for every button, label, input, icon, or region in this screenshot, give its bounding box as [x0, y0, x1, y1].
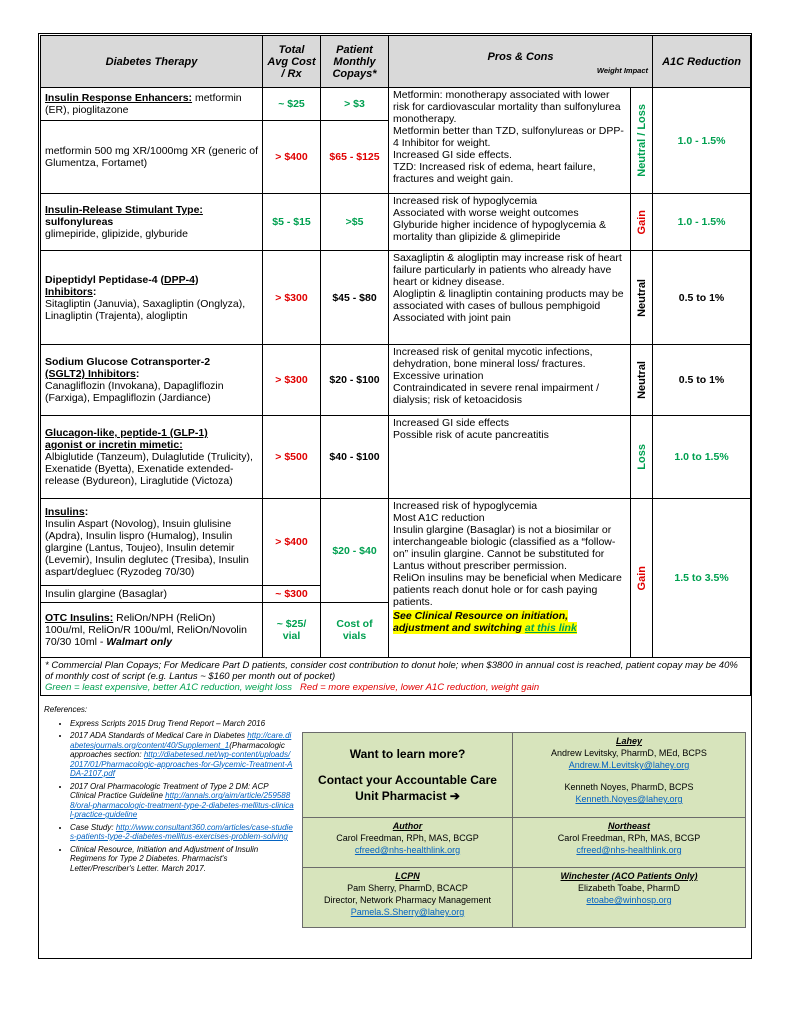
lcpn-cell: [303, 868, 513, 928]
pros-line: Metformin better than TZD, sulfonylureas or DPP-4 Inhibitor for weight.: [393, 125, 624, 149]
therapy-cell: Dipeptidyl Peptidase-4 (DPP-4) Inhibitors: Sitagliptin (Januvia), Saxagliptin (Onglyza), Linagliptin (Trajenta), alogliptin: [41, 251, 263, 345]
therapy-desc: Sitagliptin (Januvia), Saxagliptin (Onglyza), Linagliptin (Trajenta), alogliptin: [45, 297, 246, 322]
cost-cell: ~ $25: [263, 88, 321, 121]
table-row: [41, 416, 751, 499]
pros-line: Most A1C reduction: [393, 512, 485, 524]
therapy-title: Insulin-Release Stimulant Type:: [45, 204, 203, 216]
contact-name: Carol Freedman, RPh, MAS, BCGP: [336, 833, 479, 843]
table-row: [41, 499, 751, 586]
weight-cell: [631, 416, 653, 499]
pros-line: Possible risk of acute pancreatitis: [393, 429, 549, 441]
pros-line: ReliOn insulins may be beneficial when Medicare patients reach donut hole or for cash paying patients.: [393, 572, 622, 608]
therapy-subtitle: sulfonylureas: [45, 216, 114, 228]
pros-line: Metformin: monotherapy associated with lower risk for cardiovascular mortality than sulfonylurea monotherapy.: [393, 89, 621, 125]
cost-cell: ~ $300: [263, 586, 321, 603]
copay-cell: $20 - $40: [321, 499, 389, 603]
table-row: [41, 88, 751, 121]
therapy-desc: metformin (ER), pioglitazone: [45, 92, 242, 116]
pros-cons-cell: [389, 251, 631, 345]
therapy-note: Walmart only: [106, 636, 173, 648]
contact-name: Elizabeth Toabe, PharmD: [578, 883, 680, 893]
therapy-desc: Albiglutide (Tanzeum), Dulaglutide (Trulicity), Exenatide (Byetta), Exenatide extended-release (Bydureon), Liraglutide (Victoza): [45, 451, 253, 487]
contact-email-link[interactable]: Pamela.S.Sherry@lahey.org: [350, 907, 465, 917]
reference-text: Express Scripts 2015 Drug Trend Report – March 2016: [70, 718, 266, 728]
weight-label: Gain: [635, 209, 648, 235]
a1c-cell: 1.0 - 1.5%: [653, 194, 751, 251]
a1c-cell: 0.5 to 1%: [653, 251, 751, 345]
green-legend: Green = least expensive, better A1C reduction, weight loss: [45, 682, 293, 693]
header-cost: Total Avg Cost / Rx: [263, 36, 321, 88]
cost-cell: > $500: [263, 416, 321, 499]
reference-link[interactable]: http://care.diabetesjournals.org/content/40/Supplement_1: [70, 731, 292, 750]
copay-cell: Cost of vials: [321, 603, 389, 658]
contact-name: Andrew Levitsky, PharmD, MEd, BCPS: [551, 748, 707, 758]
author-heading: Author: [392, 821, 423, 831]
therapy-cell: [41, 416, 263, 499]
therapy-desc: glimepiride, glipizide, glyburide: [45, 228, 188, 240]
reference-item: [70, 731, 294, 779]
pros-line: Increased risk of genital mycotic infections, dehydration, bone mineral loss/ fractures.: [393, 346, 593, 370]
clinical-resource-link[interactable]: at this link: [524, 622, 577, 634]
weight-cell: [631, 499, 653, 658]
header-pros-label: Pros & Cons: [487, 50, 554, 63]
table-row: [41, 194, 751, 251]
therapy-cell: Sodium Glucose Cotransporter-2 (SGLT2) Inhibitors: Canagliflozin (Invokana), Dapagliflozin (Farxiga), Empagliflozin (Jardiance): [41, 345, 263, 416]
winchester-heading: Winchester (ACO Patients Only): [560, 871, 698, 881]
therapy-cell: Insulin glargine (Basaglar): [41, 586, 263, 603]
therapy-title: Sodium Glucose Cotransporter-2: [45, 356, 211, 368]
therapy-cell: Insulins: Insulin Aspart (Novolog), Insuin glulisine (Apdra), Insulin lispro (Humalog), Insulin glargine (Lantus, Toujeo), Insulin detemir (Levemir), Insulin deglutec (Tresiba), Insulin aspart/degluec (Ryzodeg 70/30): [41, 499, 263, 586]
contact-name: Pam Sherry, PharmD, BCACP: [347, 883, 468, 893]
pros-line: Associated with joint pain: [393, 312, 511, 324]
copay-cell: >$5: [321, 194, 389, 251]
header-copay: Patient Monthly Copays*: [321, 36, 389, 88]
pros-line: Increased risk of hypoglycemia: [393, 195, 538, 207]
pros-cons-cell: [389, 499, 631, 658]
header-therapy: Diabetes Therapy: [41, 36, 263, 88]
weight-cell: [631, 345, 653, 416]
a1c-cell: 1.0 to 1.5%: [653, 416, 751, 499]
weight-label: Neutral: [635, 278, 648, 317]
therapy-title: OTC Insulins:: [45, 612, 114, 624]
pros-line: Increased risk of hypoglycemia: [393, 500, 538, 512]
reference-item: [70, 823, 294, 842]
contact-name: Carol Freedman, RPh, MAS, BCGP: [557, 833, 701, 843]
pros-line: Insulin glargine (Basaglar) is not a biosimilar or interchangeable biologic (classified as a “follow-on” insulin glargine. Cannot be substituted for Lantus without prescriber permission.: [393, 524, 616, 572]
pros-cons-cell: [389, 88, 631, 194]
reference-link[interactable]: http://diabetesed.net/wp-content/uploads/2017/01/Pharmacologic-approaches-for-Glycemic-Treatment-ADA-2107.pdf: [70, 750, 293, 778]
copay-cell: $45 - $80: [321, 251, 389, 345]
weight-label: Neutral / Loss: [635, 104, 648, 177]
contact-email-link[interactable]: Andrew.M.Levitsky@lahey.org: [568, 760, 690, 770]
header-a1c: A1C Reduction: [653, 36, 751, 88]
therapy-desc: Canagliflozin (Invokana), Dapagliflozin (Farxiga), Empagliflozin (Jardiance): [45, 380, 224, 404]
callout-text: See Clinical Resource on initiation, adjustment and switching: [393, 610, 569, 634]
northeast-cell: [513, 818, 746, 868]
cost-cell: ~ $25/ vial: [263, 603, 321, 658]
therapy-title-abbr: DPP-4): [164, 273, 199, 286]
copay-cell: > $3: [321, 88, 389, 121]
northeast-heading: Northeast: [607, 821, 650, 831]
therapy-desc: Insulin Aspart (Novolog), Insuin glulisine (Apdra), Insulin lispro (Humalog), Insulin glargine (Lantus, Toujeo), Insulin detemir (Levemir), Insulin deglutec (Tresiba), Insulin aspart/degluec (Ryzodeg 70/30): [45, 518, 249, 578]
pros-line: Increased GI side effects.: [393, 149, 512, 161]
contact-box: [302, 732, 746, 928]
clinical-resource-callout: [393, 610, 626, 634]
a1c-cell: 1.0 - 1.5%: [653, 88, 751, 194]
contact-email-link[interactable]: etoabe@winhosp.org: [586, 895, 672, 905]
pros-cons-cell: [389, 416, 631, 499]
author-cell: [303, 818, 513, 868]
therapy-desc: ReliOn/NPH (ReliOn) 100u/ml, ReliOn/R 100u/ml, ReliOn/Novolin 70/30 10ml -: [45, 612, 247, 648]
therapy-cell: [41, 88, 263, 121]
contact-email-link[interactable]: Kenneth.Noyes@lahey.org: [575, 794, 683, 804]
cost-cell: > $300: [263, 345, 321, 416]
weight-cell: [631, 88, 653, 194]
copay-cell: $20 - $100: [321, 345, 389, 416]
lahey-heading: Lahey: [615, 736, 642, 746]
table-header-row: [41, 36, 751, 88]
pros-line: Glyburide higher incidence of hypoglycemia & mortality than glipizide & glimepiride: [393, 219, 607, 243]
pros-line: Saxagliptin & alogliptin may increase risk of heart failure particularly in patients who already have heart or kidney disease.: [393, 252, 622, 288]
cost-cell: > $400: [263, 121, 321, 194]
weight-cell: [631, 194, 653, 251]
references: [44, 705, 294, 876]
footnotes: [41, 658, 751, 696]
pros-line: TZD: Increased risk of edema, heart failure, fractures and weight gain.: [393, 161, 596, 185]
red-legend: Red = more expensive, lower A1C reduction, weight gain: [300, 682, 540, 693]
reference-text: (Pharmacologic approaches section:: [70, 740, 285, 759]
reference-text: Case Study:: [70, 822, 114, 832]
contact-email-link[interactable]: cfreed@nhs-healthlink.org: [354, 845, 461, 855]
table-row: [41, 251, 751, 345]
winchester-cell: [513, 868, 746, 928]
a1c-cell: 1.5 to 3.5%: [653, 499, 751, 658]
pros-line: Excessive urination: [393, 370, 484, 382]
reference-link[interactable]: http://www.consultant360.com/articles/case-studies-patients-type-2-diabetes-mellitus-exercises-problem-solving: [70, 822, 293, 841]
therapy-title-b: (SGLT2) Inhibitors: [45, 368, 136, 380]
therapy-title: Insulins: [45, 506, 85, 518]
learn-more-title: Want to learn more?: [349, 747, 466, 761]
cost-cell: > $400: [263, 499, 321, 586]
therapy-title: Dipeptidyl Peptidase-4 (: [45, 273, 165, 286]
therapy-title: Insulin Response Enhancers:: [45, 92, 193, 104]
lcpn-heading: LCPN: [395, 871, 420, 881]
reference-text: 2017 ADA Standards of Medical Care in Diabetes: [70, 731, 246, 740]
reference-item: [70, 782, 294, 820]
therapy-cell: [41, 194, 263, 251]
reference-link[interactable]: http://annals.org/aim/article/2595888/oral-pharmacologic-treatment-type-2-diabetes-mellitus-clinical-practice-guideline: [70, 791, 294, 819]
contact-email-link[interactable]: cfreed@nhs-healthlink.org: [576, 845, 682, 855]
diabetes-therapy-table: [40, 35, 751, 696]
therapy-title: Glucagon-like, peptide-1 (GLP-1): [45, 427, 208, 439]
reference-text: 2017 Oral Pharmacologic Treatment of Type 2 DM: ACP Clinical Practice Guideline: [70, 781, 269, 800]
header-pros: [389, 36, 653, 88]
footnote-row: [41, 658, 751, 696]
cost-cell: $5 - $15: [263, 194, 321, 251]
copay-footnote: * Commercial Plan Copays; For Medicare Part D patients, consider cost contribution to donut hole; when $3800 in annual cost is reached, patient copay may be 40% of monthly cost of script (e.g. Lantus ~ $160 per month out of pocket): [45, 660, 738, 682]
pros-cons-cell: [389, 194, 631, 251]
contact-name: Kenneth Noyes, PharmD, BCPS: [564, 782, 694, 792]
reference-text: Clinical Resource, Initiation and Adjustment of Insulin Regimens for Type 2 Diabetes. Pharmacist's Letter/Prescriber's Letter. March 2017.: [70, 844, 259, 873]
pros-line: Alogliptin & linagliptin containing products may be associated with cases of bullous pemphigoid: [393, 288, 624, 312]
therapy-title-b: agonist or incretin mimetic:: [45, 439, 183, 451]
references-title: References:: [44, 705, 88, 714]
pros-line: Increased GI side effects: [393, 417, 509, 429]
learn-more-cell: [303, 733, 513, 818]
copay-cell: $40 - $100: [321, 416, 389, 499]
table-row: [41, 345, 751, 416]
pros-line: Associated with worse weight outcomes: [393, 207, 579, 219]
pros-line: Contraindicated in severe renal impairment / dialysis; risk of ketoacidosis: [393, 382, 600, 406]
cost-cell: > $300: [263, 251, 321, 345]
weight-label: Loss: [635, 444, 648, 470]
header-weight-impact: Weight Impact: [596, 65, 649, 75]
a1c-cell: 0.5 to 1%: [653, 345, 751, 416]
contact-role: Director, Network Pharmacy Management: [323, 895, 492, 905]
lahey-cell: [513, 733, 746, 818]
reference-item: [70, 845, 294, 874]
weight-cell: [631, 251, 653, 345]
weight-label: Neutral: [635, 361, 648, 399]
weight-label: Gain: [635, 565, 648, 591]
therapy-cell: metformin 500 mg XR/1000mg XR (generic of Glumentza, Fortamet): [41, 121, 263, 194]
reference-item: [70, 719, 294, 729]
pros-cons-cell: [389, 345, 631, 416]
copay-cell: $65 - $125: [321, 121, 389, 194]
therapy-cell: [41, 603, 263, 658]
therapy-title-b: Inhibitors: [45, 285, 93, 298]
contact-pharmacist-title: Contact your Accountable Care Unit Pharmacist ➔: [318, 773, 497, 803]
